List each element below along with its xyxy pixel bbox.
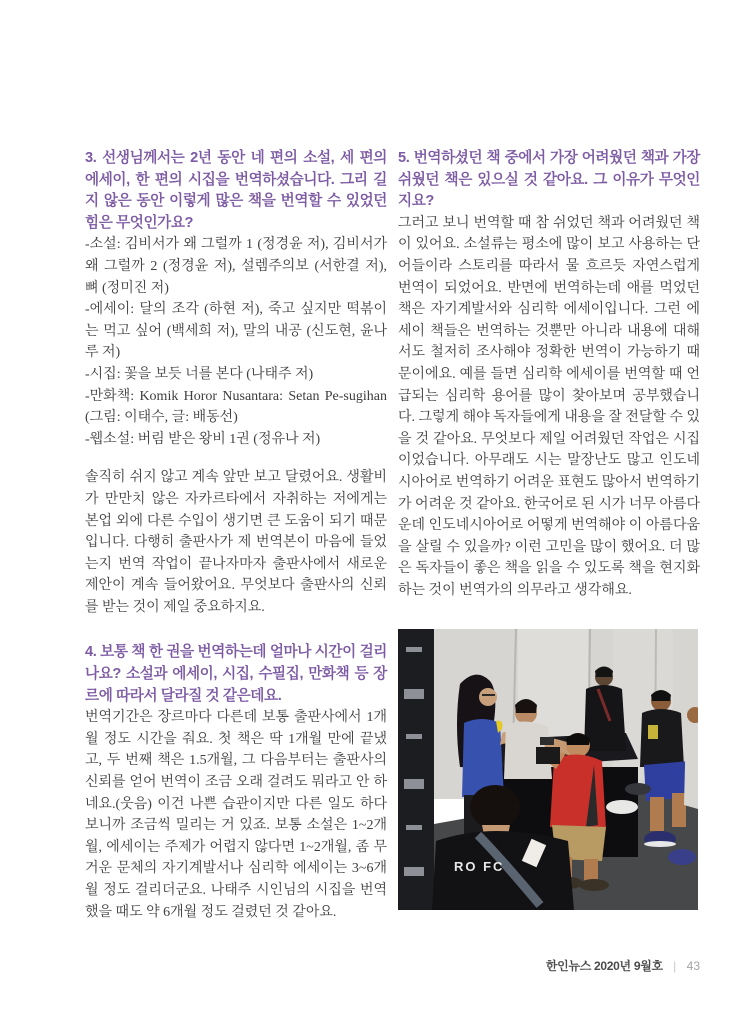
footer-page-number: 43 xyxy=(686,959,700,973)
book-list xyxy=(85,234,387,450)
left-column xyxy=(85,148,387,923)
book-list-item: -에세이: 달의 조각 (하현 저), 죽고 싶지만 떡볶이는 먹고 싶어 (백세희 저), 말의 내공 (신도현, 윤나루 저) xyxy=(85,302,387,361)
right-column xyxy=(398,148,700,910)
footer-separator: | xyxy=(673,959,677,973)
shirt-text: RO FC xyxy=(454,859,505,875)
page-footer xyxy=(546,958,700,974)
book-list-item: -소설: 김비서가 왜 그럴까 1 (정경윤 저), 김비서가 왜 그럴까 2 (정경윤 저), 설렘주의보 (서한결 저), 뼈 (정미진 저) xyxy=(85,237,387,296)
answer-4: 번역기간은 장르마다 다른데 보통 출판사에서 1개월 정도 시간을 줘요. 첫 책은 딱 1개월 만에 끝냈고, 두 번째 책은 1.5개월, 그 다음부터는 출판사의 신뢰를 얻어 번역이 조금 오래 걸려도 뭐라고 안 하네요.(웃음) 이건 나쁜 습관이지만 다른 일도 하다 보니까 조금씩 밀리는 거 있죠. 보통 소설은 1~2개월, 에세이는 주제가 어렵지 않다면 1~2개월, 좀 무거운 문체의 자기계발서나 심리학 에세이는 3~6개월 정도 걸리더군요. 나태주 시인님의 시집을 번역했을 때도 약 6개월 정도 걸렸던 것 같아요. xyxy=(85,710,387,920)
book-list-item: -웹소설: 버림 받은 왕비 1권 (정유나 저) xyxy=(85,431,321,447)
interview-photo-graphic xyxy=(398,629,698,910)
book-list-item: -시집: 꽃을 보듯 너를 본다 (나태주 저) xyxy=(85,366,314,382)
question-4: 4. 보통 책 한 권을 번역하는데 얼마나 시간이 걸리나요? 소설과 에세이, 시집, 수필집, 만화책 등 장르에 따라서 달라질 것 같은데요. xyxy=(85,644,387,704)
question-5: 5. 번역하셨던 책 중에서 가장 어려웠던 책과 가장 쉬웠던 책은 있으실 것 같아요. 그 이유가 무엇인지요? xyxy=(398,150,700,210)
question-3: 3. 선생님께서는 2년 동안 네 편의 소설, 세 편의 에세이, 한 편의 시집을 번역하셨습니다. 그리 길지 않은 동안 이렇게 많은 책을 번역할 수 있었던 힘은 무엇인가요? xyxy=(85,150,387,231)
book-list-item: -만화책: Komik Horor Nusantara: Setan Pe-sugihan (그림: 이태수, 글: 배동선) xyxy=(85,388,387,426)
footer-issue-title: 한인뉴스 2020년 9월호 xyxy=(545,959,663,973)
answer-3: 솔직히 쉬지 않고 계속 앞만 보고 달렸어요. 생활비가 만만치 않은 자카르타에서 자취하는 저에게는 본업 외에 다른 수입이 생기면 큰 도움이 되기 때문입니다. 다행히 출판사가 제 번역본이 마음에 들었는지 번역 작업이 끝나자마자 출판사에서 새로운 제안이 계속 들어왔어요. 무엇보다 출판사의 신뢰를 받는 것이 제일 중요하지요. xyxy=(85,470,387,615)
interview-photo xyxy=(398,629,698,910)
answer-5: 그러고 보니 번역할 때 참 쉬었던 책과 어려웠던 책이 있어요. 소설류는 평소에 많이 보고 사용하는 단어들이라 스토리를 따라서 물 흐르듯 자연스럽게 번역이 되었어요. 반면에 번역하는데 애를 먹었던 책은 자기계발서와 심리학 에세이입니다. 그런 에세이 책들은 번역하는 것뿐만 아니라 내용에 대해서도 철저히 조사해야 정확한 번역이 가능하기 때문이에요. 예를 들면 심리학 에세이를 번역할 때 언급되는 심리학 용어를 많이 찾아보며 공부했습니다. 그렇게 해야 독자들에게 내용을 잘 전달할 수 있을 것 같아요. 무엇보다 제일 어려웠던 작업은 시집이었습니다. 아무래도 시는 말장난도 많고 인도네시아어로 번역하기 어려운 표현도 많아서 번역하기가 어려운 것 같아요. 한국어로 된 시가 너무 아름다운데 인도네시아어로 어떻게 번역해야 이 아름다움을 살릴 수 있을까? 이런 고민을 많이 했어요. 더 많은 독자들이 좋은 책을 읽을 수 있도록 책을 현지화하는 것이 번역가의 의무라고 생각해요. xyxy=(398,215,700,598)
